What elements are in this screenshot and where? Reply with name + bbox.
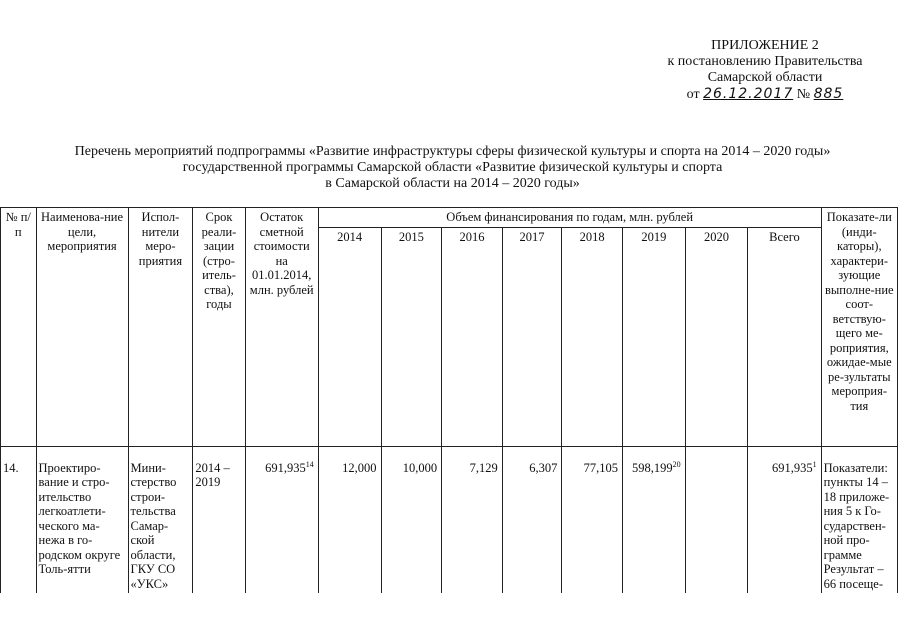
number-handwritten: 885 (813, 86, 844, 102)
row-2019-footnote: 20 (672, 459, 681, 469)
row-period: 2014 – 2019 (193, 459, 245, 594)
row-2016: 7,129 (442, 459, 503, 594)
table-row (1, 459, 898, 594)
header-row (1, 208, 898, 228)
header-year-2017: 2017 (502, 227, 562, 446)
date-prefix: от (686, 87, 700, 102)
appendix-title: ПРИЛОЖЕНИЕ 2 (711, 38, 819, 53)
header-year-2016: 2016 (442, 227, 503, 446)
row-total-footnote: 1 (812, 459, 817, 469)
header-num: № п/п (1, 208, 37, 447)
title-line-1: Перечень мероприятий подпрограммы «Развитие инфраструктуры сферы физической культуры и спорта на 2014 – 2020 годы» (74, 144, 831, 159)
row-remaining-cell (245, 459, 318, 594)
appendix-resolution: к постановлению Правительства (667, 54, 863, 69)
row-remaining: 691,935 (265, 460, 306, 475)
funding-table (0, 207, 898, 593)
date-handwritten: 26.12.2017 (703, 86, 794, 102)
row-2019-cell (622, 459, 685, 594)
row-name: Проектиро-вание и стро-ительство легкоатлети-ческого ма-нежа в го-родском округе Толь-ятти (36, 459, 128, 594)
row-total: 691,935 (771, 460, 813, 475)
row-remaining-footnote: 14 (305, 459, 314, 469)
header-indicators: Показате-ли (инди-каторы), характери-зующие выполне-ние соот-ветствую-щего ме-роприятия, ожидае-мые ре-зультаты мероприя-тия (821, 208, 897, 447)
header-name: Наименова-ние цели, мероприятия (36, 208, 128, 447)
row-executors: Мини-стерство строи-тельства Самар-ской области, ГКУ СО «УКС» (128, 459, 193, 594)
header-year-2020: 2020 (685, 227, 748, 446)
number-prefix: № (796, 87, 811, 102)
header-year-2018: 2018 (562, 227, 623, 446)
row-2014: 12,000 (318, 459, 381, 594)
row-total-cell (748, 459, 821, 594)
appendix-block (645, 38, 885, 103)
document-title (0, 144, 905, 192)
header-year-2014: 2014 (318, 227, 381, 446)
title-line-3: в Самарской области на 2014 – 2020 годы» (325, 176, 580, 191)
appendix-date-line (645, 86, 885, 103)
title-line-2: государственной программы Самарской области «Развитие физической культуры и спорта (182, 160, 723, 175)
row-2018: 77,105 (562, 459, 623, 594)
header-year-2019: 2019 (622, 227, 685, 446)
row-2019: 598,199 (632, 460, 673, 475)
header-period: Срок реали-зации (стро-итель-ства), годы (193, 208, 245, 447)
spacer-row (1, 446, 898, 459)
row-indicators: Показатели: пункты 14 – 18 приложе-ния 5 к Го-сударствен-ной про-грамме Результат – 66 посеще- (821, 459, 897, 594)
header-remaining: Остаток сметной стоимости на 01.01.2014, млн. рублей (245, 208, 318, 447)
row-2020 (685, 459, 748, 594)
appendix-region: Самарской области (707, 70, 823, 85)
header-year-total: Всего (748, 227, 821, 446)
header-year-2015: 2015 (381, 227, 442, 446)
row-2017: 6,307 (502, 459, 562, 594)
row-2015: 10,000 (381, 459, 442, 594)
header-executors: Испол-нители меро-приятия (128, 208, 193, 447)
header-funding: Объем финансирования по годам, млн. рублей (318, 208, 821, 228)
row-num: 14. (1, 459, 37, 594)
